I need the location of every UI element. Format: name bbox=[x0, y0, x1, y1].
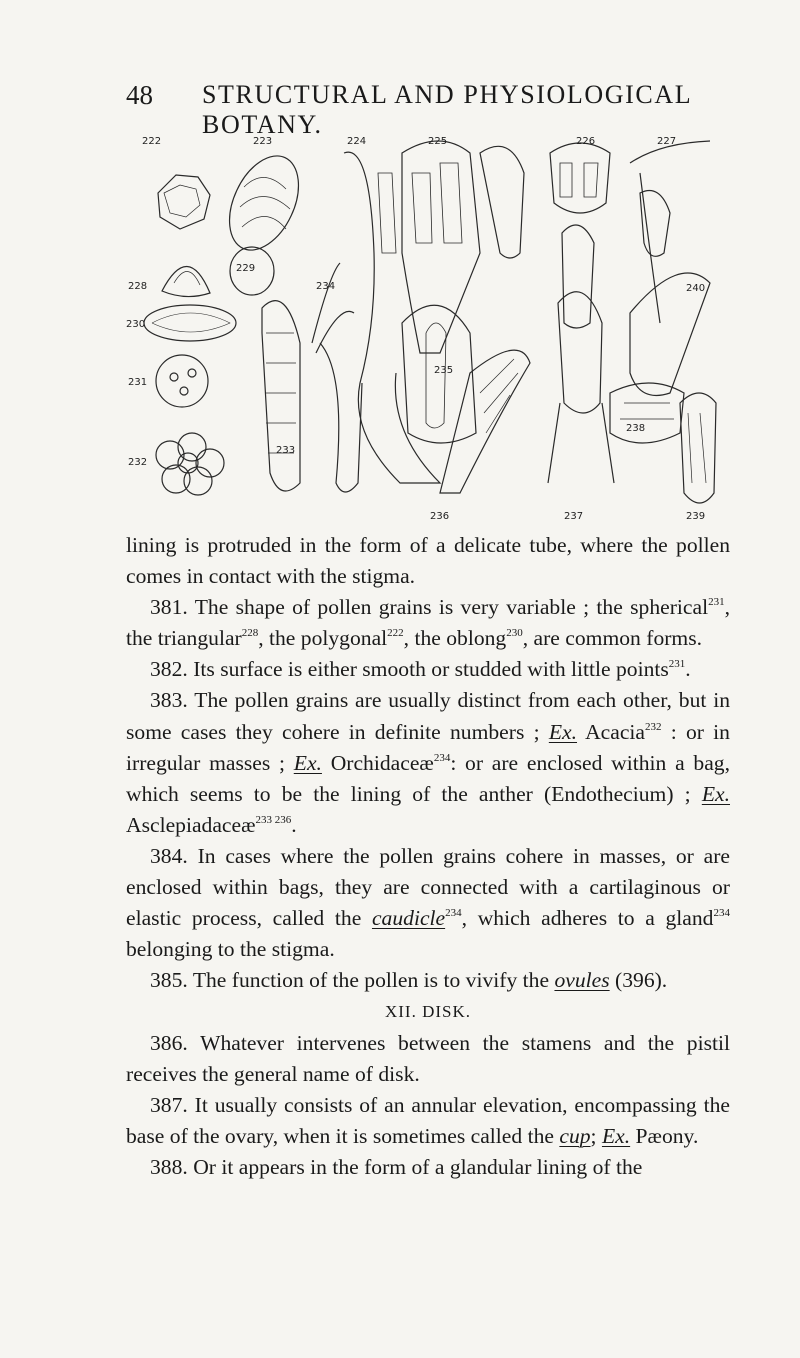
pollinium-233 bbox=[262, 301, 300, 491]
ref: 232 bbox=[645, 720, 662, 733]
fig-label-238: 238 bbox=[626, 423, 646, 434]
para-text: The pollen grains are usually distinct from each other, but in some cases they cohere in definite numbers ; bbox=[126, 688, 731, 744]
ref: 228 bbox=[241, 627, 259, 640]
para-text: ; bbox=[590, 1123, 597, 1148]
para-text: Orchidaceæ bbox=[330, 750, 434, 775]
para-text: . bbox=[291, 812, 297, 837]
paragraph-381 bbox=[126, 592, 730, 654]
para-text: In cases where the pollen grains cohere in masses, or are enclosed within bags, they are connected with a cartilaginous or elastic process, called the bbox=[126, 843, 730, 931]
paragraph-384 bbox=[126, 841, 730, 965]
para-text: . bbox=[685, 657, 691, 682]
para-text: Whatever intervenes between the stamens and the pistil receives the general name of disk. bbox=[126, 1030, 731, 1086]
fig-label-236: 236 bbox=[430, 511, 450, 522]
para-text: : or are enclosed within a bag, which seems to be the lining of the anther (Endothecium) ; bbox=[126, 750, 730, 806]
paragraph-385 bbox=[126, 965, 730, 996]
fig-label-233: 233 bbox=[276, 445, 296, 456]
fig-label-232: 232 bbox=[128, 457, 148, 468]
fig-label-227: 227 bbox=[657, 136, 677, 147]
fig-label-231: 231 bbox=[128, 377, 148, 388]
ref: 233 236 bbox=[255, 813, 292, 826]
fig-label-237: 237 bbox=[564, 511, 584, 522]
fig-label-240: 240 bbox=[686, 283, 706, 294]
para-text: lining is protruded in the form of a delicate tube, where the pollen comes in contact with the stigma. bbox=[126, 533, 730, 589]
stamen-226 bbox=[550, 143, 610, 213]
pollen-spherical bbox=[156, 355, 208, 407]
ref: 231 bbox=[708, 596, 725, 609]
para-text: , the triangular bbox=[126, 595, 730, 651]
paragraph-382 bbox=[126, 654, 730, 685]
pollinia-238 bbox=[610, 383, 684, 443]
fig-label-225: 225 bbox=[428, 136, 448, 147]
para-text: It usually consists of an annular elevation, encompassing the base of the ovary, when it is sometimes called the bbox=[126, 1092, 730, 1148]
fig-label-226: 226 bbox=[576, 136, 596, 147]
botanical-figure bbox=[126, 133, 720, 528]
para-text: belonging to the stigma. bbox=[126, 937, 335, 962]
fig-label-230: 230 bbox=[126, 319, 146, 330]
para-text: (396). bbox=[615, 968, 668, 993]
paragraph-386 bbox=[126, 1028, 730, 1090]
para-number: 381. bbox=[150, 595, 188, 620]
pollen-ribbed bbox=[216, 145, 313, 261]
para-text: Or it appears in the form of a glandular lining of the bbox=[193, 1154, 643, 1179]
para-text: , are common forms. bbox=[522, 626, 703, 651]
para-text: , the oblong bbox=[403, 626, 507, 651]
example-abbrev: Ex. bbox=[293, 750, 322, 775]
paragraph-383 bbox=[126, 685, 730, 840]
figure-drawing bbox=[140, 133, 720, 528]
pollen-mass-acacia bbox=[156, 433, 224, 495]
para-number: 384. bbox=[150, 843, 188, 868]
ref: 230 bbox=[506, 627, 523, 640]
ref: 231 bbox=[668, 658, 686, 671]
para-text: The shape of pollen grains is very variable ; the spherical bbox=[194, 595, 709, 620]
term: caudicle bbox=[371, 906, 446, 931]
fig-label-222: 222 bbox=[142, 136, 162, 147]
para-text: Acacia bbox=[585, 719, 645, 744]
term: ovules bbox=[554, 968, 610, 993]
ref: 234 bbox=[445, 907, 462, 920]
example-abbrev: Ex. bbox=[601, 1123, 631, 1148]
anther-227 bbox=[630, 141, 710, 323]
para-number: 386. bbox=[150, 1030, 188, 1055]
fig-label-223: 223 bbox=[253, 136, 273, 147]
fig-label-229: 229 bbox=[236, 263, 256, 274]
para-text: : or in irregular masses ; bbox=[126, 719, 730, 775]
term: cup bbox=[559, 1123, 591, 1148]
caudicle-234 bbox=[312, 263, 354, 353]
pollen-triangular bbox=[162, 266, 210, 296]
ref: 234 bbox=[433, 751, 451, 764]
section-heading: XII. DISK. bbox=[384, 1002, 472, 1022]
para-number: 382. bbox=[150, 657, 188, 682]
ref: 234 bbox=[713, 907, 730, 920]
body-text bbox=[126, 530, 730, 1183]
para-number: 388. bbox=[150, 1154, 188, 1179]
para-text: , which adheres to a gland bbox=[461, 906, 714, 931]
pollen-tube-236 bbox=[440, 350, 530, 493]
fig-label-234: 234 bbox=[316, 281, 336, 292]
example-abbrev: Ex. bbox=[548, 719, 578, 744]
fig-label-228: 228 bbox=[128, 281, 148, 292]
para-text: , the polygonal bbox=[258, 626, 388, 651]
paragraph-387 bbox=[126, 1090, 730, 1152]
page-number: 48 bbox=[126, 80, 153, 110]
pollen-oblong bbox=[144, 305, 236, 341]
para-number: 385. bbox=[150, 968, 188, 993]
para-text: The function of the pollen is to vivify the bbox=[192, 968, 550, 993]
para-text: Its surface is either smooth or studded with little points bbox=[193, 657, 669, 682]
running-head: STRUCTURAL AND PHYSIOLOGICAL BOTANY. bbox=[202, 80, 692, 139]
fig-label-224: 224 bbox=[347, 136, 367, 147]
column-237 bbox=[558, 292, 602, 413]
stamen-224 bbox=[344, 152, 440, 483]
example-abbrev: Ex. bbox=[701, 781, 730, 806]
para-number: 387. bbox=[150, 1092, 188, 1117]
paragraph-388 bbox=[126, 1152, 730, 1183]
ref: 222 bbox=[387, 627, 404, 640]
fig-label-235: 235 bbox=[434, 365, 454, 376]
pollen-polygonal bbox=[158, 175, 210, 229]
paragraph-continued bbox=[126, 530, 730, 592]
para-text: Asclepiadaceæ bbox=[126, 812, 256, 837]
pollinia-239 bbox=[680, 393, 716, 503]
para-text: Pæony. bbox=[635, 1123, 699, 1148]
para-number: 383. bbox=[150, 688, 188, 713]
fig-label-239: 239 bbox=[686, 511, 706, 522]
